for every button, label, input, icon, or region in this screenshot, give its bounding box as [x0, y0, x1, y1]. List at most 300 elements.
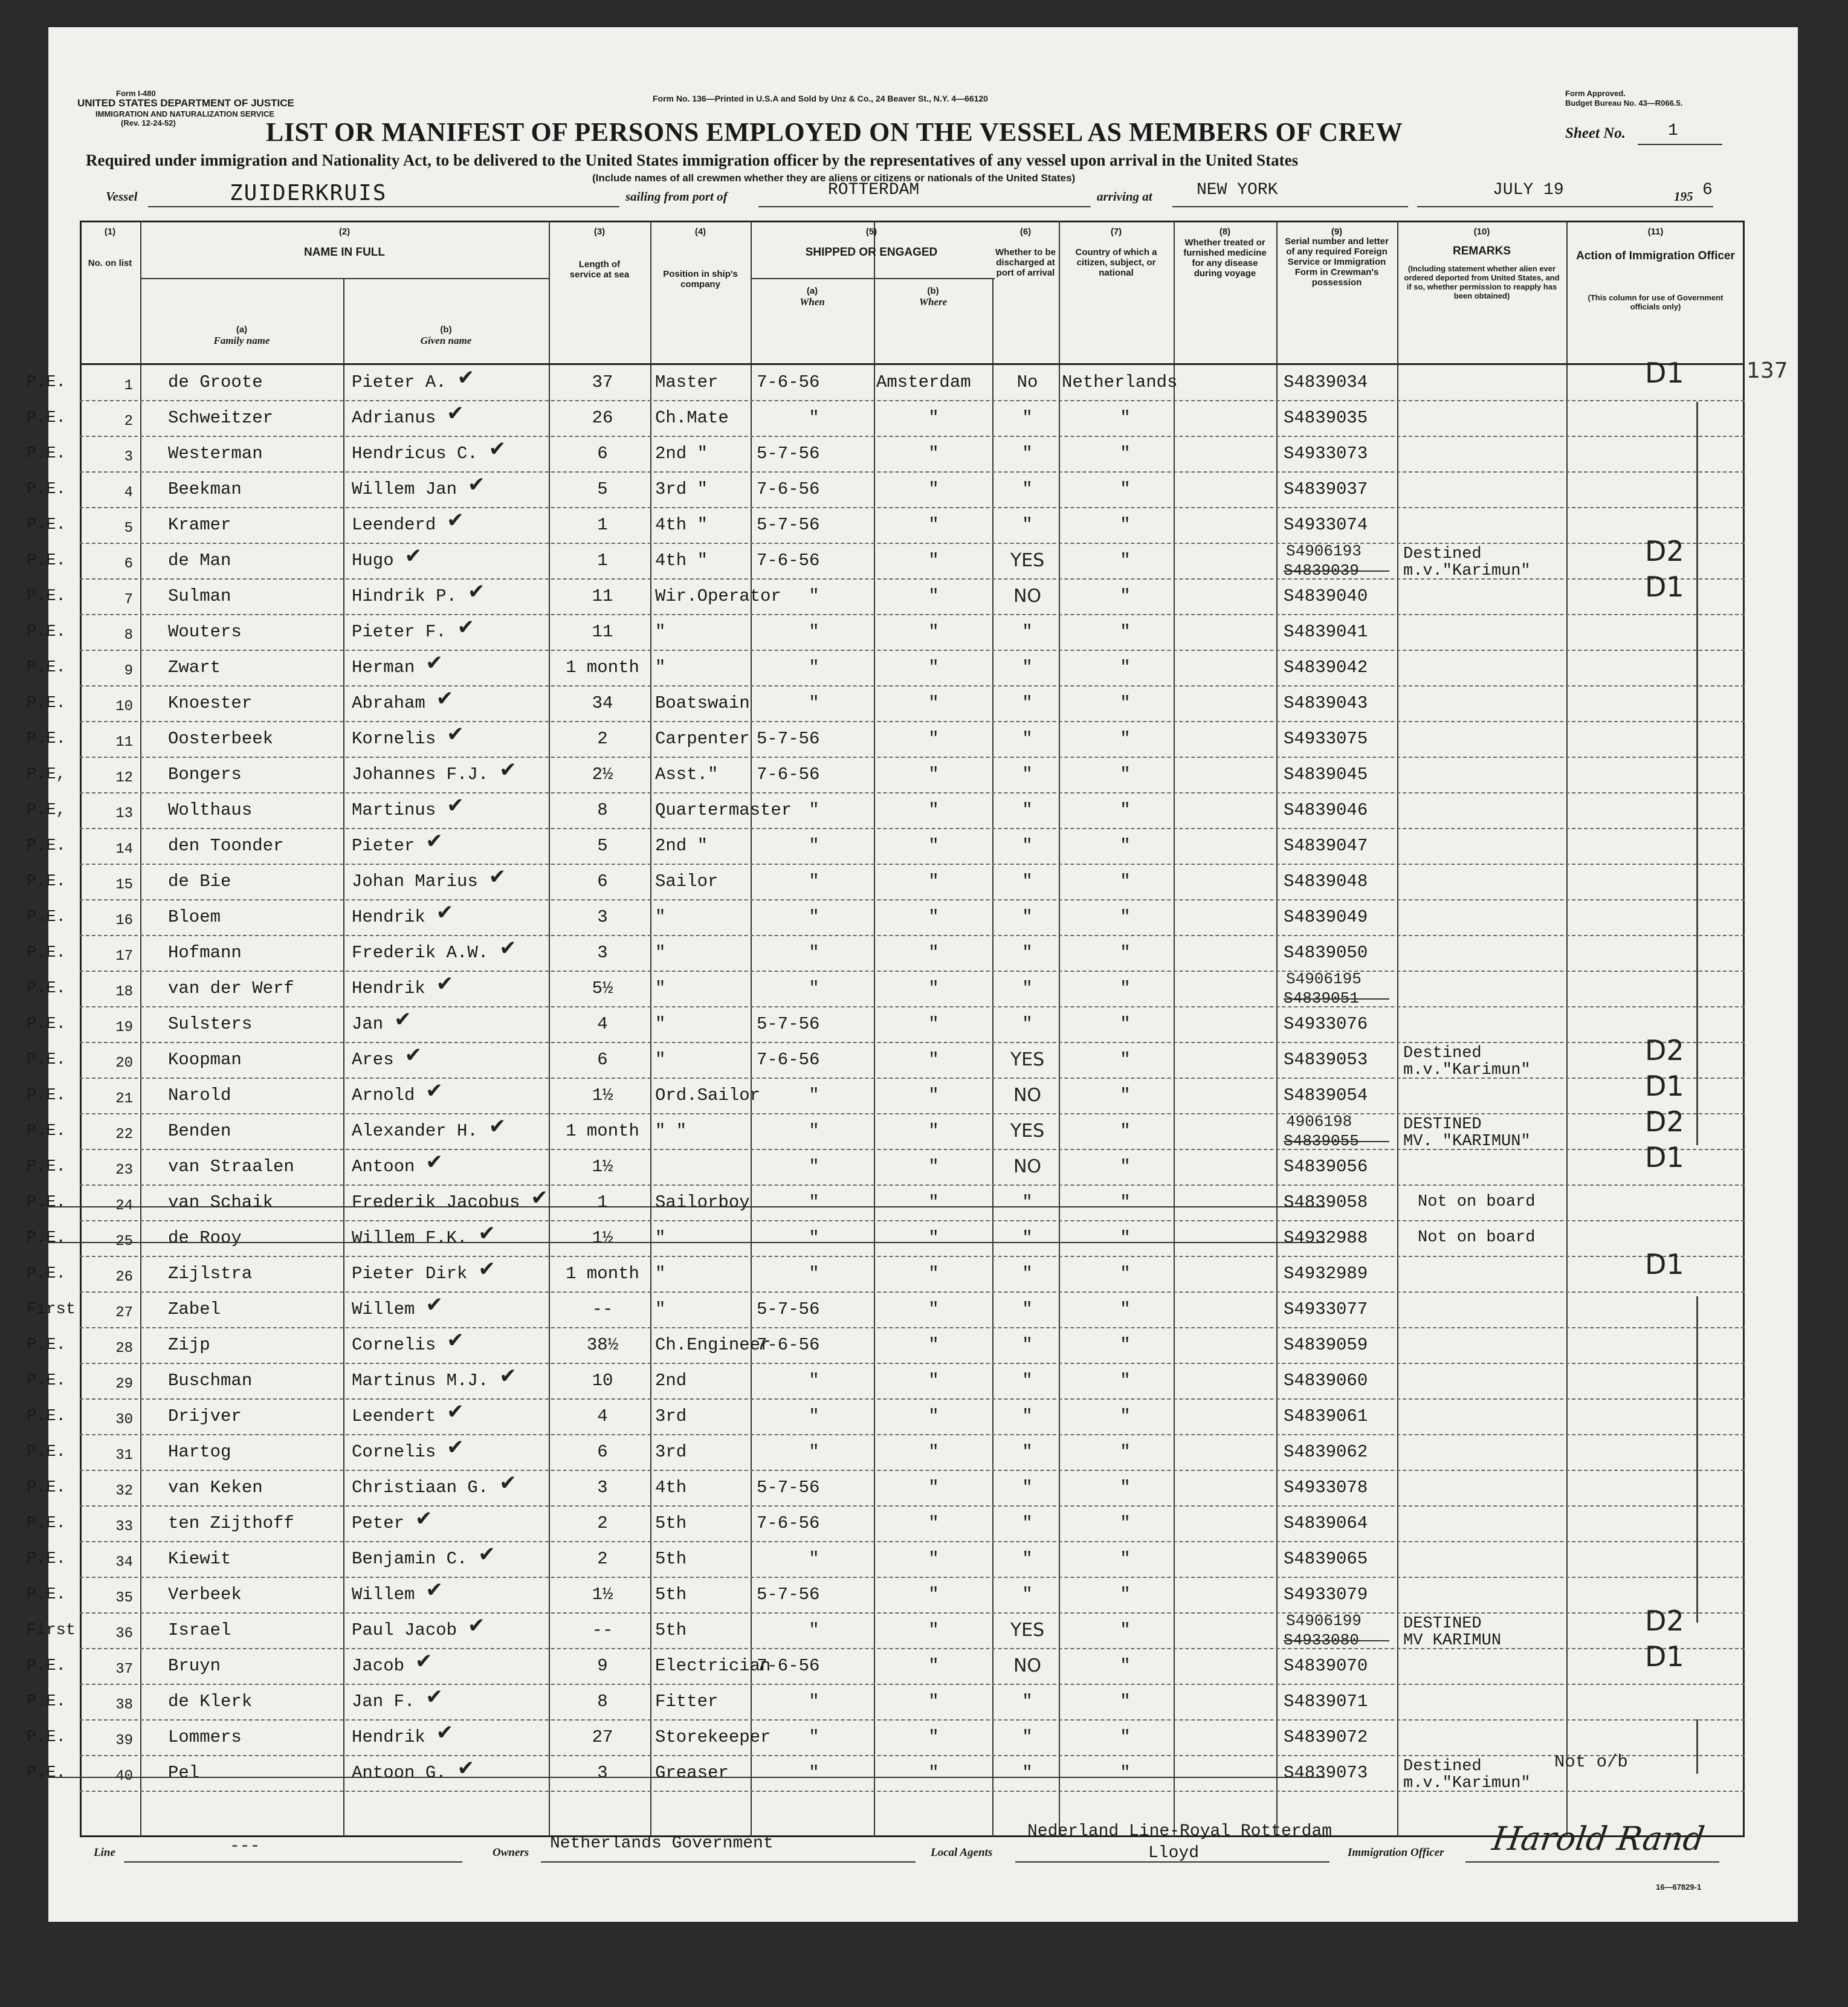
given-name: Hendrik — [352, 978, 425, 998]
shipped-where: " — [928, 1299, 939, 1319]
position: Boatswain — [655, 693, 750, 713]
serial-number: S4839035 — [1284, 408, 1368, 428]
remarks-line-2: MV. "KARIMUN" — [1403, 1133, 1531, 1151]
table-row — [27, 535, 1745, 580]
family-name: Benden — [168, 1121, 231, 1141]
position: " " — [655, 1121, 687, 1141]
position: Sailorboy — [655, 1192, 750, 1212]
shipped-when: " — [809, 907, 819, 927]
length-of-service: 5 — [597, 836, 608, 856]
shipped-when: " — [809, 586, 819, 606]
row-prefix: P.E. — [27, 944, 66, 962]
family-name: Bruyn — [168, 1656, 221, 1676]
country-of-citizenship: " — [1120, 551, 1131, 570]
table-row — [27, 1542, 1745, 1578]
list-number: 22 — [115, 1126, 133, 1143]
officer-signature: Harold Rand — [1490, 1820, 1707, 1858]
country-of-citizenship: " — [1120, 764, 1131, 784]
table-row — [27, 1007, 1745, 1043]
discharged-at-arrival: " — [1022, 836, 1033, 856]
discharged-at-arrival: " — [1022, 764, 1033, 784]
family-name: den Toonder — [168, 836, 284, 856]
family-name: Buschman — [168, 1371, 253, 1391]
shipped-where: " — [928, 1763, 939, 1783]
shipped-when: " — [809, 408, 819, 428]
length-of-service: 27 — [592, 1727, 613, 1747]
table-row — [27, 722, 1745, 758]
col5a-header: When — [800, 296, 825, 308]
col2-header: NAME IN FULL — [303, 246, 386, 259]
check-mark-icon: ✔ — [394, 1007, 412, 1032]
given-name: Leenderd — [352, 515, 436, 535]
serial-number: S4839050 — [1284, 943, 1368, 963]
row-prefix: P.E. — [27, 1586, 66, 1604]
check-mark-icon: ✔ — [425, 829, 443, 853]
serial-number: S4839042 — [1284, 658, 1368, 677]
list-number: 29 — [115, 1376, 133, 1392]
position: Ch.Mate — [655, 408, 729, 428]
remarks-line-1: DESTINED — [1403, 1615, 1482, 1633]
list-number: 13 — [115, 806, 133, 822]
check-mark-icon: ✔ — [468, 1614, 485, 1638]
row-prefix: P.E. — [27, 1087, 66, 1105]
discharged-at-arrival: " — [1022, 1727, 1033, 1747]
family-name: Bongers — [168, 764, 242, 784]
given-name: Johan Marius — [352, 871, 478, 891]
length-of-service: 1 — [597, 515, 608, 535]
shipped-when: 7-6-56 — [757, 372, 820, 392]
list-number: 37 — [115, 1661, 133, 1678]
length-of-service: 1½ — [592, 1228, 613, 1248]
discharged-at-arrival: " — [1022, 1763, 1033, 1783]
row-prefix: P.E. — [27, 1015, 66, 1033]
discharged-at-arrival: NO — [1013, 586, 1042, 607]
family-name: van Straalen — [168, 1157, 294, 1177]
remarks-line-2: m.v."Karimun" — [1403, 562, 1531, 580]
shipped-where: " — [928, 729, 939, 749]
col2a-header: Family name — [213, 335, 270, 346]
serial-number: S4933074 — [1284, 515, 1368, 535]
family-name: Koopman — [168, 1050, 242, 1070]
row-prefix: P.E. — [27, 1229, 66, 1247]
given-name: Cornelis — [352, 1442, 436, 1462]
length-of-service: 3 — [597, 943, 608, 963]
length-of-service: 9 — [597, 1656, 608, 1676]
col2-number: (2) — [338, 227, 351, 237]
col1-number: (1) — [104, 227, 116, 237]
shipped-where: " — [928, 408, 939, 428]
col8-number: (8) — [1219, 227, 1231, 237]
shipped-where: " — [928, 1264, 939, 1284]
length-of-service: 1 — [597, 551, 608, 570]
serial-number-correction: S4906195 — [1286, 970, 1362, 988]
table-row — [27, 1605, 1745, 1650]
check-mark-icon: ✔ — [457, 615, 475, 639]
table-row — [27, 357, 1745, 401]
row-prefix: P.E. — [27, 1194, 66, 1212]
sailing-port: ROTTERDAM — [828, 181, 920, 199]
serial-number: S4839058 — [1284, 1192, 1368, 1212]
length-of-service: 1½ — [592, 1085, 613, 1105]
shipped-when: 5-7-56 — [757, 444, 820, 464]
country-of-citizenship: " — [1120, 586, 1131, 606]
shipped-when: 7-6-56 — [757, 1513, 820, 1533]
family-name: Israel — [168, 1620, 231, 1640]
serial-number: S4839046 — [1284, 800, 1368, 820]
shipped-when: " — [809, 1121, 819, 1141]
discharged-at-arrival: " — [1022, 1192, 1033, 1212]
owners-label: Owners — [493, 1846, 529, 1859]
family-name: Hartog — [168, 1442, 231, 1462]
country-of-citizenship: " — [1120, 622, 1131, 642]
check-mark-icon: ✔ — [436, 1721, 454, 1745]
table-row — [27, 437, 1745, 473]
table-row — [27, 687, 1745, 722]
table-row — [27, 900, 1745, 936]
table-row — [27, 1471, 1745, 1507]
serial-number: S4839059 — [1284, 1335, 1368, 1355]
length-of-service: 8 — [597, 800, 608, 820]
row-prefix: P.E. — [27, 480, 66, 499]
discharged-at-arrival: " — [1022, 1228, 1033, 1248]
row-prefix: P.E. — [27, 1728, 66, 1747]
country-of-citizenship: " — [1120, 444, 1131, 464]
position: " — [655, 1264, 666, 1284]
row-prefix: P.E. — [27, 1550, 66, 1568]
length-of-service: 1½ — [592, 1585, 613, 1605]
list-number: 27 — [115, 1305, 133, 1321]
serial-number: S4839043 — [1284, 693, 1368, 713]
position: 3rd — [655, 1406, 687, 1426]
shipped-when: " — [809, 1157, 819, 1177]
table-row — [27, 508, 1745, 544]
immigration-action: D1 — [1645, 1248, 1684, 1281]
remarks-line-1: Not on board — [1418, 1193, 1536, 1211]
serial-number: S4839060 — [1284, 1371, 1368, 1391]
row-prefix: P.E. — [27, 730, 66, 748]
serial-number: S4839061 — [1284, 1406, 1368, 1426]
country-of-citizenship: " — [1120, 1157, 1131, 1177]
discharged-at-arrival: YES — [1010, 1620, 1045, 1641]
check-mark-icon: ✔ — [415, 1649, 433, 1673]
length-of-service: 11 — [592, 622, 613, 642]
table-row — [27, 1221, 1745, 1257]
shipped-when: " — [809, 1549, 819, 1569]
country-of-citizenship: " — [1120, 836, 1131, 856]
immigration-action: D1 — [1645, 1070, 1684, 1102]
table-row — [27, 1400, 1745, 1435]
country-of-citizenship: " — [1120, 1513, 1131, 1533]
serial-number: S4839045 — [1284, 764, 1368, 784]
family-name: de Groote — [168, 372, 263, 392]
col11-number: (11) — [1647, 227, 1664, 237]
shipped-where: " — [928, 800, 939, 820]
shipped-when: " — [809, 871, 819, 891]
position: Ch.Engineer — [655, 1335, 771, 1355]
shipped-when: 7-6-56 — [757, 1335, 820, 1355]
table-row — [27, 1435, 1745, 1471]
list-number: 11 — [115, 734, 133, 751]
given-name: Benjamin C. — [352, 1549, 468, 1569]
position: " — [655, 622, 666, 642]
row-prefix: P.E. — [27, 1443, 66, 1461]
remarks-line-2: m.v."Karimun" — [1403, 1774, 1531, 1792]
list-number: 5 — [124, 520, 133, 537]
country-of-citizenship: " — [1120, 1335, 1131, 1355]
discharged-at-arrival: " — [1022, 1478, 1033, 1498]
shipped-where: " — [928, 1121, 939, 1141]
length-of-service: 6 — [597, 1442, 608, 1462]
row-prefix: P.E. — [27, 873, 66, 891]
vessel-name: ZUIDERKRUIS — [230, 181, 387, 205]
check-mark-icon: ✔ — [425, 1150, 443, 1174]
discharged-at-arrival: YES — [1010, 1120, 1045, 1142]
row-prefix: First — [27, 1621, 76, 1640]
col9-number: (9) — [1331, 227, 1343, 237]
position: Fitter — [655, 1692, 719, 1711]
list-number: 24 — [115, 1198, 133, 1214]
length-of-service: -- — [592, 1299, 613, 1319]
shipped-when: " — [809, 800, 819, 820]
table-row — [27, 865, 1745, 900]
col9-header: Serial number and letter of any required Foreign Service or Immigration Form in Crewman's possession — [1285, 236, 1389, 288]
serial-number: S4839056 — [1284, 1157, 1368, 1177]
given-name: Willem — [352, 1585, 415, 1605]
position: 5th — [655, 1513, 687, 1533]
table-row — [27, 1578, 1745, 1614]
position: 3rd — [655, 1442, 687, 1462]
list-number: 16 — [115, 913, 133, 929]
check-mark-icon: ✔ — [447, 793, 464, 818]
given-name: Leendert — [352, 1406, 436, 1426]
length-of-service: 5½ — [592, 978, 613, 998]
serial-number: S4933075 — [1284, 729, 1368, 749]
shipped-where: " — [928, 586, 939, 606]
check-mark-icon: ✔ — [404, 544, 422, 568]
given-name: Hugo — [352, 551, 394, 570]
list-number: 14 — [115, 841, 133, 858]
family-name: Kramer — [168, 515, 231, 535]
row-prefix: P.E. — [27, 659, 66, 677]
discharged-at-arrival: " — [1022, 871, 1033, 891]
table-row — [27, 1186, 1745, 1221]
budget-bureau: Budget Bureau No. 43—R066.5. — [1565, 99, 1683, 108]
serial-number: S4839047 — [1284, 836, 1368, 856]
col11-header: (This column for use of Government officials only) — [1588, 293, 1724, 311]
immigration-action: D2 — [1645, 1105, 1684, 1138]
shipped-when: 5-7-56 — [757, 515, 820, 535]
remarks-line-1: Destined — [1403, 545, 1482, 563]
family-name: Zijp — [168, 1335, 210, 1355]
given-name: Peter — [352, 1513, 405, 1533]
position: " — [655, 1299, 666, 1319]
position: Quartermaster — [655, 800, 792, 820]
row-prefix: P.E. — [27, 1336, 66, 1354]
family-name: Wouters — [168, 622, 242, 642]
list-number: 36 — [115, 1626, 133, 1642]
serial-number: S4933076 — [1284, 1014, 1368, 1034]
country-of-citizenship: " — [1120, 1763, 1131, 1783]
country-of-citizenship: " — [1120, 1727, 1131, 1747]
length-of-service: 1 month — [566, 1264, 639, 1284]
agents-label: Local Agents — [931, 1846, 993, 1859]
row-prefix: P.E. — [27, 1657, 66, 1675]
col6-number: (6) — [1019, 227, 1032, 237]
family-name: de Bie — [168, 871, 231, 891]
shipped-where: " — [928, 479, 939, 499]
given-name: Willem — [352, 1299, 415, 1319]
table-row — [27, 793, 1745, 829]
length-of-service: 1 — [597, 1192, 608, 1212]
table-row — [27, 1721, 1745, 1756]
country-of-citizenship: " — [1120, 1406, 1131, 1426]
country-of-citizenship: " — [1120, 907, 1131, 927]
given-name: Willem Jan — [352, 479, 457, 499]
country-of-citizenship: " — [1120, 658, 1131, 677]
crew-table — [27, 221, 1745, 1837]
shipped-where: " — [928, 1085, 939, 1105]
discharged-at-arrival: " — [1022, 1549, 1033, 1569]
list-number: 32 — [115, 1483, 133, 1499]
side-number: 137 — [1746, 358, 1788, 383]
discharged-at-arrival: " — [1022, 1513, 1033, 1533]
country-of-citizenship: " — [1120, 1014, 1131, 1034]
shipped-when: 7-6-56 — [757, 1050, 820, 1070]
shipped-when: 7-6-56 — [757, 1656, 820, 1676]
table-row — [27, 936, 1745, 972]
include-statement: (Include names of all crewmen whether they are aliens or citizens or nationals of the United States) — [592, 172, 1076, 184]
family-name: de Man — [168, 551, 231, 570]
vessel-label: Vessel — [106, 189, 138, 204]
family-name: Zwart — [168, 658, 221, 677]
country-of-citizenship: " — [1120, 729, 1131, 749]
position: 4th " — [655, 515, 708, 535]
list-number: 19 — [115, 1020, 133, 1036]
row-prefix: P.E. — [27, 1122, 66, 1140]
position: 4th " — [655, 551, 708, 570]
col8-header: Whether treated or furnished medicine for any disease during voyage — [1183, 238, 1267, 279]
shipped-when: " — [809, 693, 819, 713]
position: " — [655, 943, 666, 963]
length-of-service: 2 — [597, 1549, 608, 1569]
shipped-where: " — [928, 1727, 939, 1747]
row-prefix: P.E. — [27, 1372, 66, 1390]
row-prefix: P.E. — [27, 373, 66, 392]
given-name: Herman — [352, 658, 415, 677]
agents-value-2: Lloyd — [1148, 1844, 1200, 1863]
serial-number: S4839055 — [1284, 1132, 1359, 1150]
country-of-citizenship: " — [1120, 943, 1131, 963]
position: 3rd " — [655, 479, 708, 499]
list-number: 23 — [115, 1162, 133, 1178]
length-of-service: -- — [592, 1620, 613, 1640]
position: " — [655, 907, 666, 927]
list-number: 8 — [124, 627, 133, 644]
row-prefix: P.E. — [27, 1764, 66, 1782]
col1-header: No. on list — [88, 258, 132, 268]
col5-header: SHIPPED OR ENGAGED — [805, 246, 938, 259]
col5a-number: (a) — [806, 286, 818, 296]
check-mark-icon: ✔ — [425, 1293, 443, 1317]
row-prefix: P.E. — [27, 694, 66, 713]
shipped-where: " — [928, 551, 939, 570]
table-row — [27, 1248, 1745, 1293]
immigration-action: D1 — [1645, 570, 1684, 603]
table-row — [27, 651, 1745, 687]
shipped-when: 7-6-56 — [757, 764, 820, 784]
given-name: Willem F.K. — [352, 1228, 468, 1248]
shipped-when: 7-6-56 — [757, 479, 820, 499]
given-name: Antoon G. — [352, 1763, 447, 1783]
length-of-service: 3 — [597, 1478, 608, 1498]
serial-number: S4839064 — [1284, 1513, 1368, 1533]
family-name: Hofmann — [168, 943, 242, 963]
row-prefix: P.E. — [27, 1479, 66, 1497]
serial-number: S4839071 — [1284, 1692, 1368, 1711]
serial-number: S4932988 — [1284, 1228, 1368, 1248]
given-name: Frederik Jacobus — [352, 1192, 520, 1212]
discharged-at-arrival: No — [1016, 372, 1038, 392]
shipped-where: " — [928, 1228, 939, 1248]
check-mark-icon: ✔ — [425, 651, 443, 675]
discharged-at-arrival: " — [1022, 1335, 1033, 1355]
col2a-number: (a) — [236, 325, 248, 335]
list-number: 4 — [124, 485, 133, 501]
discharged-at-arrival: " — [1022, 479, 1033, 499]
check-mark-icon: ✔ — [447, 1435, 464, 1459]
row-prefix: P.E. — [27, 1265, 66, 1283]
row-prefix: P.E, — [27, 801, 66, 819]
shipped-where: " — [928, 622, 939, 642]
length-of-service: 3 — [597, 1763, 608, 1783]
country-of-citizenship: " — [1120, 1656, 1131, 1676]
position: Master — [655, 372, 719, 392]
length-of-service: 11 — [592, 586, 613, 606]
shipped-when: " — [809, 1192, 819, 1212]
col3-number: (3) — [593, 227, 606, 237]
shipped-where: " — [928, 1406, 939, 1426]
row-prefix: P.E. — [27, 837, 66, 855]
position: Ord.Sailor — [655, 1085, 761, 1105]
country-of-citizenship: " — [1120, 1121, 1131, 1141]
shipped-when: " — [809, 978, 819, 998]
country-of-citizenship: " — [1120, 978, 1131, 998]
immigration-action: D2 — [1645, 1034, 1684, 1067]
shipped-where: " — [928, 1478, 939, 1498]
remarks-line-1: Destined — [1403, 1757, 1482, 1776]
length-of-service: 34 — [592, 693, 613, 713]
check-mark-icon: ✔ — [488, 437, 506, 461]
length-of-service: 37 — [592, 372, 613, 392]
check-mark-icon: ✔ — [415, 1507, 433, 1531]
line-value: --- — [230, 1837, 260, 1856]
position: Carpenter — [655, 729, 750, 749]
shipped-where: " — [928, 978, 939, 998]
table-row — [27, 1105, 1745, 1151]
col2b-header: Given name — [420, 335, 472, 346]
check-mark-icon: ✔ — [447, 1328, 464, 1353]
shipped-when: " — [809, 1620, 819, 1640]
sheet-label: Sheet No. — [1565, 125, 1626, 141]
shipped-where: " — [928, 658, 939, 677]
table-row — [27, 829, 1745, 865]
given-name: Hindrik P. — [352, 586, 457, 606]
length-of-service: 4 — [597, 1014, 608, 1034]
family-name: Zijlstra — [168, 1264, 253, 1284]
check-mark-icon: ✔ — [499, 936, 517, 960]
table-row — [27, 970, 1745, 1007]
check-mark-icon: ✔ — [457, 366, 475, 390]
